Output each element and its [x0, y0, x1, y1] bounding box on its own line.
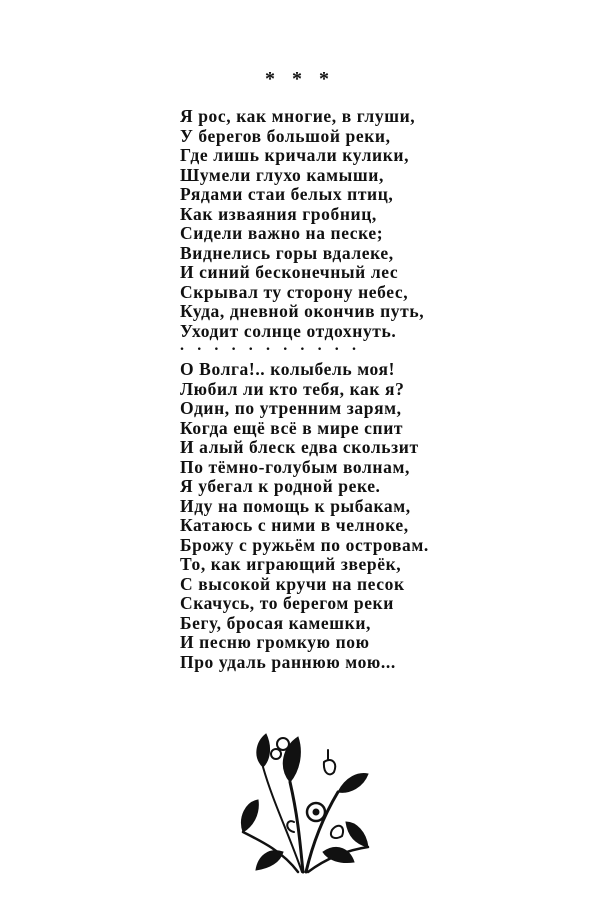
poem-line: Любил ли кто тебя, как я? — [180, 378, 405, 399]
poem-stanza-1 — [180, 107, 424, 341]
poem-line: Уходит солнце отдохнуть. — [180, 320, 397, 341]
section-break-asterisks: * * * — [265, 68, 335, 90]
poem-line: Скачусь, то берегом реки — [180, 593, 394, 613]
poem-line: То, как играющий зверёк, — [180, 554, 402, 574]
poem-line: Рядами стаи белых птиц, — [180, 184, 394, 204]
poem-line: Как изваяния гробниц, — [180, 203, 377, 224]
poem-line: С высокой кручи на песок — [180, 573, 405, 594]
poem-line: Когда ещё всё в мире спит — [180, 417, 404, 438]
poem-line: Про удаль раннюю мою... — [180, 651, 396, 672]
poem-line: У берегов большой реки, — [180, 125, 391, 146]
poem-line: Куда, дневной окончив путь, — [180, 301, 425, 321]
poem-line: Скрывал ту сторону небес, — [180, 281, 409, 302]
poem-line: Брожу с ружьём по островам. — [180, 534, 429, 555]
poem-line: Один, по утренним зарям, — [180, 398, 402, 418]
plant-ornament-icon — [228, 722, 378, 878]
poem-line: Бегу, бросая камешки, — [180, 612, 372, 633]
poem-line: И песню громкую пою — [180, 632, 370, 652]
poem-line: Катаюсь с ними в челноке, — [180, 515, 409, 535]
poem-line: Иду на помощь к рыбакам, — [180, 495, 411, 516]
poem-line: Я убегал к родной реке. — [180, 476, 381, 496]
poem-line: Виднелись горы вдалеке, — [180, 242, 394, 263]
poem-line: И синий бесконечный лес — [180, 262, 399, 282]
poem-line: Я рос, как многие, в глуши, — [180, 106, 416, 126]
poem-stanza-2 — [180, 360, 429, 672]
omission-dots: ........... — [180, 337, 370, 354]
poem-line: Где лишь кричали кулики, — [180, 145, 410, 165]
poem-line: И алый блеск едва скользит — [180, 437, 419, 457]
poem-line: Шумели глухо камыши, — [180, 164, 384, 185]
poem-line: О Волга!.. колыбель моя! — [180, 359, 396, 379]
poem-line: По тёмно-голубым волнам, — [180, 456, 410, 477]
poem-line: Сидели важно на песке; — [180, 223, 384, 243]
